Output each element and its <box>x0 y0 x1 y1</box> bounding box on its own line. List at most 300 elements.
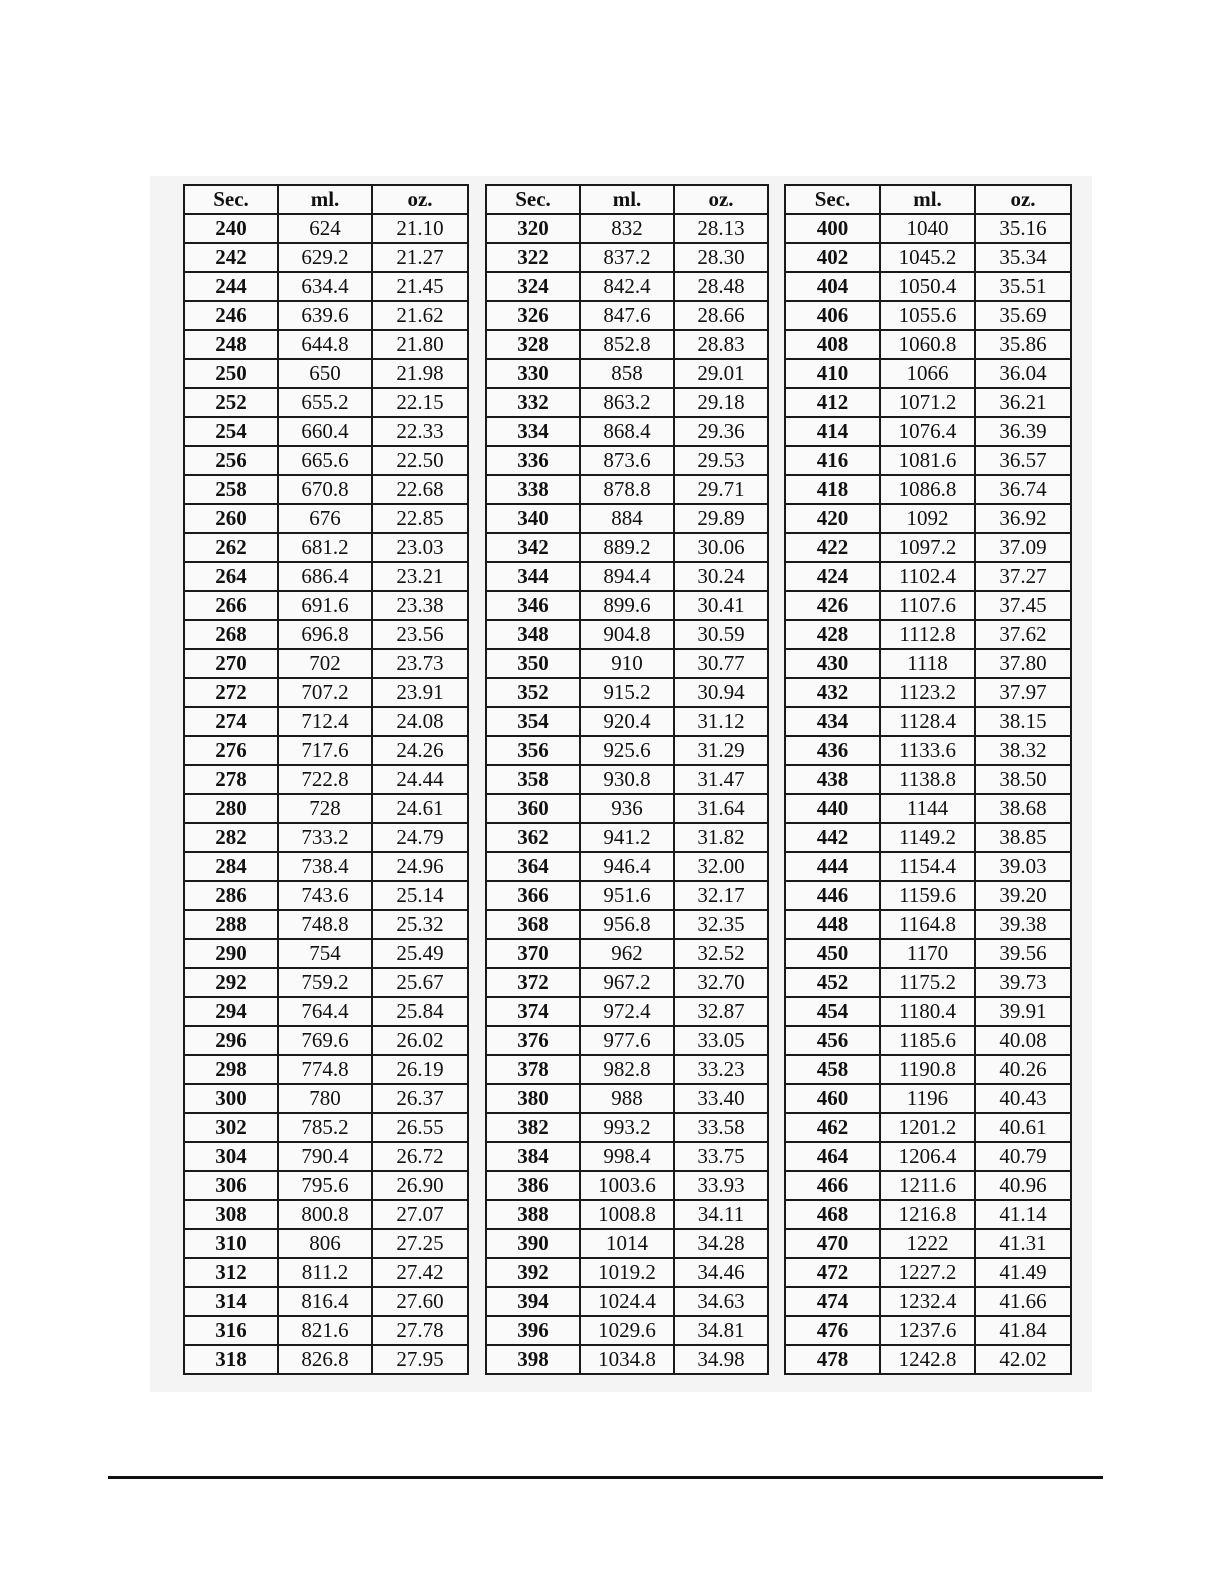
oz-cell: 29.01 <box>674 359 768 388</box>
ml-cell: 1159.6 <box>880 881 975 910</box>
sec-cell: 316 <box>184 1316 278 1345</box>
ml-cell: 1040 <box>880 214 975 243</box>
ml-cell: 665.6 <box>278 446 372 475</box>
oz-cell: 30.94 <box>674 678 768 707</box>
ml-cell: 1154.4 <box>880 852 975 881</box>
oz-cell: 37.80 <box>975 649 1071 678</box>
ml-cell: 1107.6 <box>880 591 975 620</box>
table-row <box>184 736 468 765</box>
oz-cell: 29.36 <box>674 417 768 446</box>
sec-cell: 370 <box>486 939 580 968</box>
ml-cell: 795.6 <box>278 1171 372 1200</box>
ml-cell: 1144 <box>880 794 975 823</box>
oz-cell: 42.02 <box>975 1345 1071 1374</box>
sec-cell: 388 <box>486 1200 580 1229</box>
table-row <box>486 417 768 446</box>
oz-cell: 27.07 <box>372 1200 468 1229</box>
table-row <box>486 1084 768 1113</box>
table-row <box>486 707 768 736</box>
ml-cell: 712.4 <box>278 707 372 736</box>
sec-cell: 304 <box>184 1142 278 1171</box>
oz-cell: 32.00 <box>674 852 768 881</box>
sec-cell: 446 <box>785 881 880 910</box>
sec-cell: 296 <box>184 1026 278 1055</box>
sec-cell: 246 <box>184 301 278 330</box>
ml-cell: 722.8 <box>278 765 372 794</box>
oz-cell: 29.18 <box>674 388 768 417</box>
ml-cell: 962 <box>580 939 674 968</box>
table-body <box>184 214 468 1374</box>
ml-cell: 1014 <box>580 1229 674 1258</box>
oz-cell: 24.61 <box>372 794 468 823</box>
table-row <box>184 852 468 881</box>
sec-cell: 458 <box>785 1055 880 1084</box>
ml-cell: 1097.2 <box>880 533 975 562</box>
table-row <box>486 910 768 939</box>
ml-cell: 1170 <box>880 939 975 968</box>
table-row <box>785 591 1071 620</box>
ml-cell: 702 <box>278 649 372 678</box>
table-row <box>486 475 768 504</box>
oz-cell: 36.04 <box>975 359 1071 388</box>
ml-cell: 998.4 <box>580 1142 674 1171</box>
oz-cell: 27.25 <box>372 1229 468 1258</box>
table-header-row <box>184 185 468 214</box>
table-row <box>486 446 768 475</box>
oz-cell: 21.80 <box>372 330 468 359</box>
ml-cell: 811.2 <box>278 1258 372 1287</box>
ml-cell: 686.4 <box>278 562 372 591</box>
sec-cell: 470 <box>785 1229 880 1258</box>
ml-cell: 920.4 <box>580 707 674 736</box>
ml-cell: 884 <box>580 504 674 533</box>
ml-cell: 1206.4 <box>880 1142 975 1171</box>
ml-cell: 1216.8 <box>880 1200 975 1229</box>
column-header-sec: Sec. <box>486 185 580 214</box>
oz-cell: 25.14 <box>372 881 468 910</box>
ml-cell: 655.2 <box>278 388 372 417</box>
oz-cell: 33.40 <box>674 1084 768 1113</box>
sec-cell: 264 <box>184 562 278 591</box>
table-row <box>785 562 1071 591</box>
conversion-table-2 <box>485 184 769 1375</box>
oz-cell: 37.97 <box>975 678 1071 707</box>
sec-cell: 454 <box>785 997 880 1026</box>
ml-cell: 1211.6 <box>880 1171 975 1200</box>
sec-cell: 254 <box>184 417 278 446</box>
ml-cell: 728 <box>278 794 372 823</box>
ml-cell: 1237.6 <box>880 1316 975 1345</box>
oz-cell: 27.78 <box>372 1316 468 1345</box>
oz-cell: 23.38 <box>372 591 468 620</box>
ml-cell: 1112.8 <box>880 620 975 649</box>
ml-cell: 759.2 <box>278 968 372 997</box>
oz-cell: 30.06 <box>674 533 768 562</box>
table-row <box>785 910 1071 939</box>
table-row <box>184 910 468 939</box>
oz-cell: 25.84 <box>372 997 468 1026</box>
table-header-row <box>486 185 768 214</box>
oz-cell: 40.43 <box>975 1084 1071 1113</box>
oz-cell: 40.79 <box>975 1142 1071 1171</box>
table-row <box>184 359 468 388</box>
ml-cell: 800.8 <box>278 1200 372 1229</box>
table-row <box>785 1142 1071 1171</box>
ml-cell: 717.6 <box>278 736 372 765</box>
ml-cell: 660.4 <box>278 417 372 446</box>
oz-cell: 30.59 <box>674 620 768 649</box>
oz-cell: 37.45 <box>975 591 1071 620</box>
sec-cell: 390 <box>486 1229 580 1258</box>
sec-cell: 382 <box>486 1113 580 1142</box>
ml-cell: 936 <box>580 794 674 823</box>
sec-cell: 258 <box>184 475 278 504</box>
sec-cell: 320 <box>486 214 580 243</box>
oz-cell: 30.24 <box>674 562 768 591</box>
sec-cell: 262 <box>184 533 278 562</box>
table-row <box>785 852 1071 881</box>
sec-cell: 424 <box>785 562 880 591</box>
oz-cell: 41.14 <box>975 1200 1071 1229</box>
ml-cell: 852.8 <box>580 330 674 359</box>
sec-cell: 410 <box>785 359 880 388</box>
oz-cell: 32.70 <box>674 968 768 997</box>
oz-cell: 32.35 <box>674 910 768 939</box>
oz-cell: 21.62 <box>372 301 468 330</box>
ml-cell: 1128.4 <box>880 707 975 736</box>
ml-cell: 733.2 <box>278 823 372 852</box>
sec-cell: 324 <box>486 272 580 301</box>
ml-cell: 1175.2 <box>880 968 975 997</box>
table-row <box>486 1171 768 1200</box>
sec-cell: 308 <box>184 1200 278 1229</box>
table-row <box>785 1258 1071 1287</box>
ml-cell: 764.4 <box>278 997 372 1026</box>
ml-cell: 910 <box>580 649 674 678</box>
sec-cell: 322 <box>486 243 580 272</box>
table-row <box>486 736 768 765</box>
sec-cell: 280 <box>184 794 278 823</box>
ml-cell: 1149.2 <box>880 823 975 852</box>
sec-cell: 240 <box>184 214 278 243</box>
table-row <box>486 1258 768 1287</box>
table-header-row <box>785 185 1071 214</box>
oz-cell: 26.72 <box>372 1142 468 1171</box>
table-row <box>785 707 1071 736</box>
oz-cell: 22.15 <box>372 388 468 417</box>
oz-cell: 39.03 <box>975 852 1071 881</box>
oz-cell: 26.37 <box>372 1084 468 1113</box>
table-row <box>486 301 768 330</box>
ml-cell: 1066 <box>880 359 975 388</box>
oz-cell: 37.27 <box>975 562 1071 591</box>
ml-cell: 670.8 <box>278 475 372 504</box>
ml-cell: 899.6 <box>580 591 674 620</box>
ml-cell: 1092 <box>880 504 975 533</box>
table-row <box>785 1229 1071 1258</box>
table-row <box>785 736 1071 765</box>
sec-cell: 408 <box>785 330 880 359</box>
sec-cell: 416 <box>785 446 880 475</box>
table-row <box>785 968 1071 997</box>
oz-cell: 32.17 <box>674 881 768 910</box>
oz-cell: 29.71 <box>674 475 768 504</box>
ml-cell: 1081.6 <box>880 446 975 475</box>
table-row <box>486 1055 768 1084</box>
table-row <box>486 1345 768 1374</box>
ml-cell: 1222 <box>880 1229 975 1258</box>
oz-cell: 35.86 <box>975 330 1071 359</box>
ml-cell: 806 <box>278 1229 372 1258</box>
ml-cell: 993.2 <box>580 1113 674 1142</box>
sec-cell: 274 <box>184 707 278 736</box>
ml-cell: 868.4 <box>580 417 674 446</box>
sec-cell: 360 <box>486 794 580 823</box>
sec-cell: 422 <box>785 533 880 562</box>
oz-cell: 36.92 <box>975 504 1071 533</box>
sec-cell: 366 <box>486 881 580 910</box>
oz-cell: 31.64 <box>674 794 768 823</box>
table-row <box>486 765 768 794</box>
table-row <box>486 562 768 591</box>
oz-cell: 22.68 <box>372 475 468 504</box>
ml-cell: 1102.4 <box>880 562 975 591</box>
table-row <box>184 562 468 591</box>
sec-cell: 336 <box>486 446 580 475</box>
oz-cell: 24.44 <box>372 765 468 794</box>
oz-cell: 23.56 <box>372 620 468 649</box>
sec-cell: 472 <box>785 1258 880 1287</box>
sec-cell: 396 <box>486 1316 580 1345</box>
ml-cell: 1180.4 <box>880 997 975 1026</box>
oz-cell: 39.73 <box>975 968 1071 997</box>
sec-cell: 378 <box>486 1055 580 1084</box>
oz-cell: 38.50 <box>975 765 1071 794</box>
sec-cell: 368 <box>486 910 580 939</box>
table-row <box>184 475 468 504</box>
sec-cell: 450 <box>785 939 880 968</box>
sec-cell: 244 <box>184 272 278 301</box>
table-row <box>486 620 768 649</box>
sec-cell: 464 <box>785 1142 880 1171</box>
table-row <box>785 272 1071 301</box>
ml-cell: 743.6 <box>278 881 372 910</box>
table-row <box>184 649 468 678</box>
sec-cell: 334 <box>486 417 580 446</box>
sec-cell: 466 <box>785 1171 880 1200</box>
sec-cell: 328 <box>486 330 580 359</box>
oz-cell: 40.08 <box>975 1026 1071 1055</box>
table-row <box>486 678 768 707</box>
ml-cell: 977.6 <box>580 1026 674 1055</box>
sec-cell: 364 <box>486 852 580 881</box>
ml-cell: 1196 <box>880 1084 975 1113</box>
table-row <box>785 939 1071 968</box>
sec-cell: 314 <box>184 1287 278 1316</box>
sec-cell: 362 <box>486 823 580 852</box>
table-row <box>184 533 468 562</box>
oz-cell: 27.42 <box>372 1258 468 1287</box>
sec-cell: 256 <box>184 446 278 475</box>
ml-cell: 1227.2 <box>880 1258 975 1287</box>
sec-cell: 412 <box>785 388 880 417</box>
table-row <box>184 388 468 417</box>
oz-cell: 34.98 <box>674 1345 768 1374</box>
ml-cell: 988 <box>580 1084 674 1113</box>
sec-cell: 302 <box>184 1113 278 1142</box>
oz-cell: 30.41 <box>674 591 768 620</box>
table-row <box>184 1229 468 1258</box>
table-row <box>785 997 1071 1026</box>
oz-cell: 28.13 <box>674 214 768 243</box>
oz-cell: 21.10 <box>372 214 468 243</box>
ml-cell: 639.6 <box>278 301 372 330</box>
ml-cell: 863.2 <box>580 388 674 417</box>
oz-cell: 28.30 <box>674 243 768 272</box>
sec-cell: 478 <box>785 1345 880 1374</box>
ml-cell: 956.8 <box>580 910 674 939</box>
table-row <box>785 504 1071 533</box>
ml-cell: 873.6 <box>580 446 674 475</box>
table-row <box>486 359 768 388</box>
ml-cell: 837.2 <box>580 243 674 272</box>
table-body <box>486 214 768 1374</box>
table-row <box>486 939 768 968</box>
table-row <box>184 997 468 1026</box>
ml-cell: 946.4 <box>580 852 674 881</box>
ml-cell: 624 <box>278 214 372 243</box>
table-row <box>785 475 1071 504</box>
oz-cell: 30.77 <box>674 649 768 678</box>
sec-cell: 346 <box>486 591 580 620</box>
ml-cell: 676 <box>278 504 372 533</box>
table-row <box>184 1084 468 1113</box>
table-row <box>785 881 1071 910</box>
sec-cell: 444 <box>785 852 880 881</box>
oz-cell: 41.66 <box>975 1287 1071 1316</box>
oz-cell: 25.32 <box>372 910 468 939</box>
ml-cell: 826.8 <box>278 1345 372 1374</box>
ml-cell: 982.8 <box>580 1055 674 1084</box>
sec-cell: 442 <box>785 823 880 852</box>
ml-cell: 967.2 <box>580 968 674 997</box>
sec-cell: 294 <box>184 997 278 1026</box>
ml-cell: 748.8 <box>278 910 372 939</box>
ml-cell: 1024.4 <box>580 1287 674 1316</box>
sec-cell: 404 <box>785 272 880 301</box>
table-row <box>785 1055 1071 1084</box>
ml-cell: 1138.8 <box>880 765 975 794</box>
oz-cell: 35.34 <box>975 243 1071 272</box>
oz-cell: 33.75 <box>674 1142 768 1171</box>
column-header-ml: ml. <box>580 185 674 214</box>
table-row <box>184 243 468 272</box>
sec-cell: 270 <box>184 649 278 678</box>
oz-cell: 39.38 <box>975 910 1071 939</box>
sec-cell: 468 <box>785 1200 880 1229</box>
ml-cell: 754 <box>278 939 372 968</box>
table-row <box>486 388 768 417</box>
table-row <box>785 823 1071 852</box>
oz-cell: 25.49 <box>372 939 468 968</box>
ml-cell: 1034.8 <box>580 1345 674 1374</box>
ml-cell: 1050.4 <box>880 272 975 301</box>
oz-cell: 34.63 <box>674 1287 768 1316</box>
table-row <box>184 1142 468 1171</box>
sec-cell: 278 <box>184 765 278 794</box>
ml-cell: 1118 <box>880 649 975 678</box>
sec-cell: 452 <box>785 968 880 997</box>
oz-cell: 35.51 <box>975 272 1071 301</box>
table-row <box>785 446 1071 475</box>
sec-cell: 406 <box>785 301 880 330</box>
ml-cell: 1086.8 <box>880 475 975 504</box>
sec-cell: 460 <box>785 1084 880 1113</box>
sec-cell: 398 <box>486 1345 580 1374</box>
table-row <box>184 881 468 910</box>
ml-cell: 785.2 <box>278 1113 372 1142</box>
ml-cell: 650 <box>278 359 372 388</box>
sec-cell: 326 <box>486 301 580 330</box>
table-row <box>184 765 468 794</box>
table-row <box>785 1200 1071 1229</box>
table-row <box>486 214 768 243</box>
table-row <box>486 272 768 301</box>
table-row <box>184 620 468 649</box>
ml-cell: 904.8 <box>580 620 674 649</box>
ml-cell: 878.8 <box>580 475 674 504</box>
table-row <box>184 214 468 243</box>
oz-cell: 33.23 <box>674 1055 768 1084</box>
oz-cell: 29.89 <box>674 504 768 533</box>
oz-cell: 40.26 <box>975 1055 1071 1084</box>
oz-cell: 27.95 <box>372 1345 468 1374</box>
oz-cell: 23.21 <box>372 562 468 591</box>
ml-cell: 972.4 <box>580 997 674 1026</box>
sec-cell: 380 <box>486 1084 580 1113</box>
sec-cell: 268 <box>184 620 278 649</box>
table-row <box>184 823 468 852</box>
table-row <box>785 1026 1071 1055</box>
table-row <box>486 794 768 823</box>
sec-cell: 434 <box>785 707 880 736</box>
table-row <box>785 765 1071 794</box>
oz-cell: 34.11 <box>674 1200 768 1229</box>
table-row <box>184 1316 468 1345</box>
table-row <box>785 1316 1071 1345</box>
ml-cell: 951.6 <box>580 881 674 910</box>
table-row <box>184 1113 468 1142</box>
ml-cell: 1055.6 <box>880 301 975 330</box>
table-row <box>184 417 468 446</box>
sec-cell: 338 <box>486 475 580 504</box>
sec-cell: 372 <box>486 968 580 997</box>
oz-cell: 39.20 <box>975 881 1071 910</box>
table-row <box>785 1171 1071 1200</box>
ml-cell: 707.2 <box>278 678 372 707</box>
ml-cell: 738.4 <box>278 852 372 881</box>
ml-cell: 842.4 <box>580 272 674 301</box>
table-body <box>785 214 1071 1374</box>
sec-cell: 342 <box>486 533 580 562</box>
oz-cell: 28.66 <box>674 301 768 330</box>
oz-cell: 36.57 <box>975 446 1071 475</box>
oz-cell: 26.55 <box>372 1113 468 1142</box>
table-row <box>184 1258 468 1287</box>
oz-cell: 24.26 <box>372 736 468 765</box>
oz-cell: 39.91 <box>975 997 1071 1026</box>
sec-cell: 310 <box>184 1229 278 1258</box>
